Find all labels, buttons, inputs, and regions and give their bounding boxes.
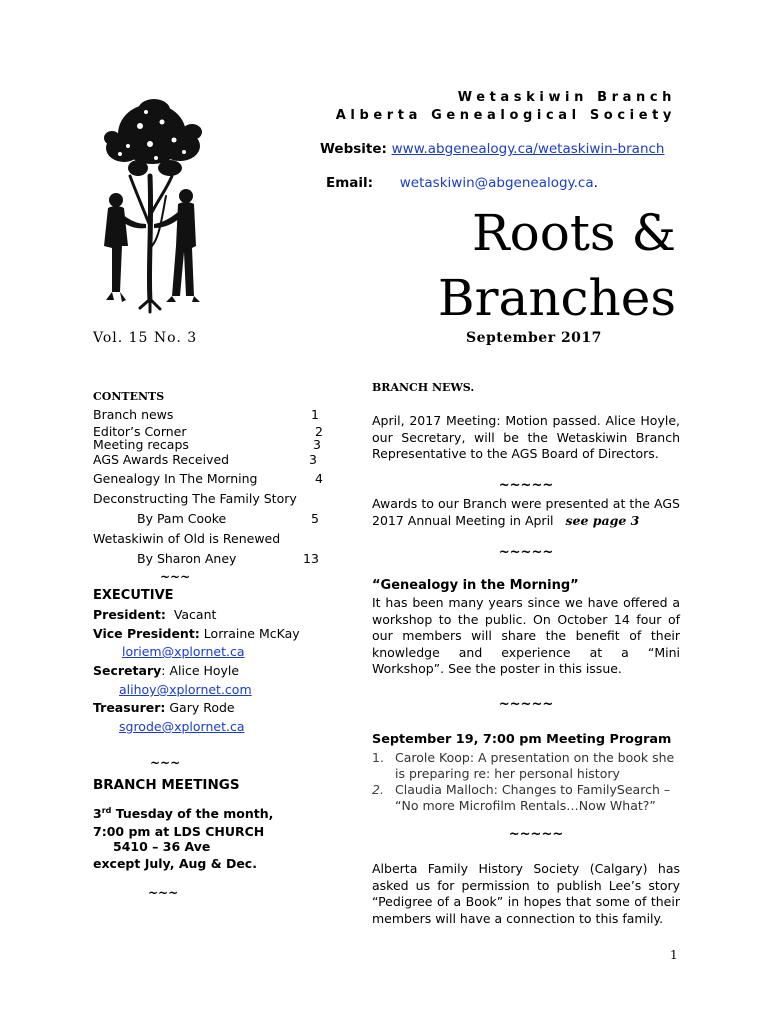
meeting-schedule-line1 xyxy=(93,806,273,821)
vice-president-email-link[interactable]: loriem@xplornet.ca xyxy=(122,644,245,659)
news-paragraph-awards xyxy=(372,496,680,529)
toc-page: 3 xyxy=(309,452,317,467)
meeting-program-title: September 19, 7:00 pm Meeting Program xyxy=(372,732,672,747)
website-row xyxy=(320,141,664,157)
president-label: President: xyxy=(93,607,166,622)
toc-page: 5 xyxy=(311,511,319,526)
separator: ~~~~~ xyxy=(508,827,564,842)
toc-item-meeting-recaps: Meeting recaps xyxy=(93,437,189,452)
treasurer-row xyxy=(93,700,235,715)
toc-page: 1 xyxy=(311,407,319,422)
news-paragraph-motion: April, 2017 Meeting: Motion passed. Alice Hoyle, our Secretary, will be the Wetaskiwin Branch Representative to the AGS Board of Directors. xyxy=(372,413,680,461)
contents-heading: CONTENTS xyxy=(93,390,165,403)
vice-president-label: Vice President: xyxy=(93,626,200,641)
toc-item-by-sharon-aney: By Sharon Aney xyxy=(137,551,237,566)
toc-item-editors-corner: Editor’s Corner xyxy=(93,424,187,439)
meeting-day-suffix: rd xyxy=(101,806,112,815)
meeting-exceptions: except July, Aug & Dec. xyxy=(93,856,257,871)
list-item-text: Claudia Malloch: Changes to FamilySearch – “No more Microfilm Rentals…Now What?” xyxy=(395,782,671,813)
executive-heading: EXECUTIVE xyxy=(93,588,174,603)
newsletter-title-line1: Roots & xyxy=(471,204,676,262)
branch-meetings-heading: BRANCH MEETINGS xyxy=(93,777,240,793)
president-row xyxy=(93,607,216,622)
awards-text: Awards to our Branch were presented at the AGS 2017 Annual Meeting in April xyxy=(372,496,680,528)
president-value: Vacant xyxy=(173,607,217,622)
website-label: Website: xyxy=(320,141,387,157)
meeting-address: 5410 – 36 Ave xyxy=(113,839,211,854)
separator: ~~~ xyxy=(160,570,191,584)
list-item-number: 1. xyxy=(372,750,384,765)
toc-page: 4 xyxy=(315,471,323,486)
news-paragraph-afhs: Alberta Family History Society (Calgary) has asked us for permission to publish Lee’s story “Pedigree of a Book” in hopes that some of their members will have a connection to this family. xyxy=(372,861,680,926)
secretary-value: : Alice Hoyle xyxy=(161,663,240,678)
see-page-reference: see page 3 xyxy=(565,512,640,528)
tree-with-two-figures-icon xyxy=(92,96,210,316)
email-link[interactable]: wetaskiwin@abgenealogy.ca xyxy=(399,175,594,191)
toc-page: 3 xyxy=(313,437,321,452)
genealogy-morning-title: “Genealogy in the Morning” xyxy=(372,578,579,593)
secretary-label: Secretary xyxy=(93,663,162,678)
vice-president-row xyxy=(93,626,300,641)
toc-page: 2 xyxy=(315,424,323,439)
secretary-email-link[interactable]: alihoy@xplornet.com xyxy=(119,682,252,697)
separator: ~~~~~ xyxy=(498,545,554,560)
org-line-branch: Wetaskiwin Branch xyxy=(457,90,676,105)
separator: ~~~~~ xyxy=(498,478,554,493)
volume-number: Vol. 15 No. 3 xyxy=(93,330,198,346)
website-link[interactable]: www.abgenealogy.ca/wetaskiwin-branch xyxy=(391,141,665,157)
treasurer-value: Gary Rode xyxy=(169,700,235,715)
issue-date: September 2017 xyxy=(466,330,602,346)
toc-page: 13 xyxy=(303,551,319,566)
email-trailing: . xyxy=(593,175,598,191)
list-item-text: Carole Koop: A presentation on the book she is preparing re: her personal history xyxy=(395,750,675,781)
toc-item-by-pam-cooke: By Pam Cooke xyxy=(137,511,227,526)
org-line-society: Alberta Genealogical Society xyxy=(335,108,676,123)
page-number: 1 xyxy=(670,948,678,962)
toc-item-deconstructing: Deconstructing The Family Story xyxy=(93,491,297,506)
email-label: Email: xyxy=(326,175,374,191)
separator: ~~~ xyxy=(148,886,179,900)
table-of-contents xyxy=(93,405,333,575)
vice-president-value: Lorraine McKay xyxy=(203,626,300,641)
list-item xyxy=(372,782,682,814)
meeting-program-list xyxy=(372,750,682,814)
meeting-day-number: 3 xyxy=(93,806,102,822)
meeting-schedule-line2: 7:00 pm at LDS CHURCH xyxy=(93,824,265,839)
meeting-day-text: Tuesday of the month, xyxy=(111,806,274,822)
toc-item-genealogy-morning: Genealogy In The Morning xyxy=(93,471,258,486)
branch-news-heading: BRANCH NEWS. xyxy=(372,381,475,394)
list-item xyxy=(372,750,682,782)
secretary-row xyxy=(93,663,239,678)
separator: ~~~~~ xyxy=(498,697,554,712)
treasurer-label: Treasurer: xyxy=(93,700,166,715)
treasurer-email-link[interactable]: sgrode@xplornet.ca xyxy=(119,719,245,734)
toc-item-branch-news: Branch news xyxy=(93,407,174,422)
newsletter-title-line2: Branches xyxy=(437,269,676,327)
list-item-number: 2. xyxy=(372,782,384,797)
email-row xyxy=(326,175,598,191)
toc-item-wetaskiwin-old: Wetaskiwin of Old is Renewed xyxy=(93,531,281,546)
toc-item-ags-awards: AGS Awards Received xyxy=(93,452,230,467)
separator: ~~~ xyxy=(150,756,181,770)
genealogy-morning-text: It has been many years since we have offered a workshop to the public. On October 14 four of our members will share the benefit of their knowledge and experience at a “Mini Workshop”. See the poster in this issue. xyxy=(372,595,680,676)
